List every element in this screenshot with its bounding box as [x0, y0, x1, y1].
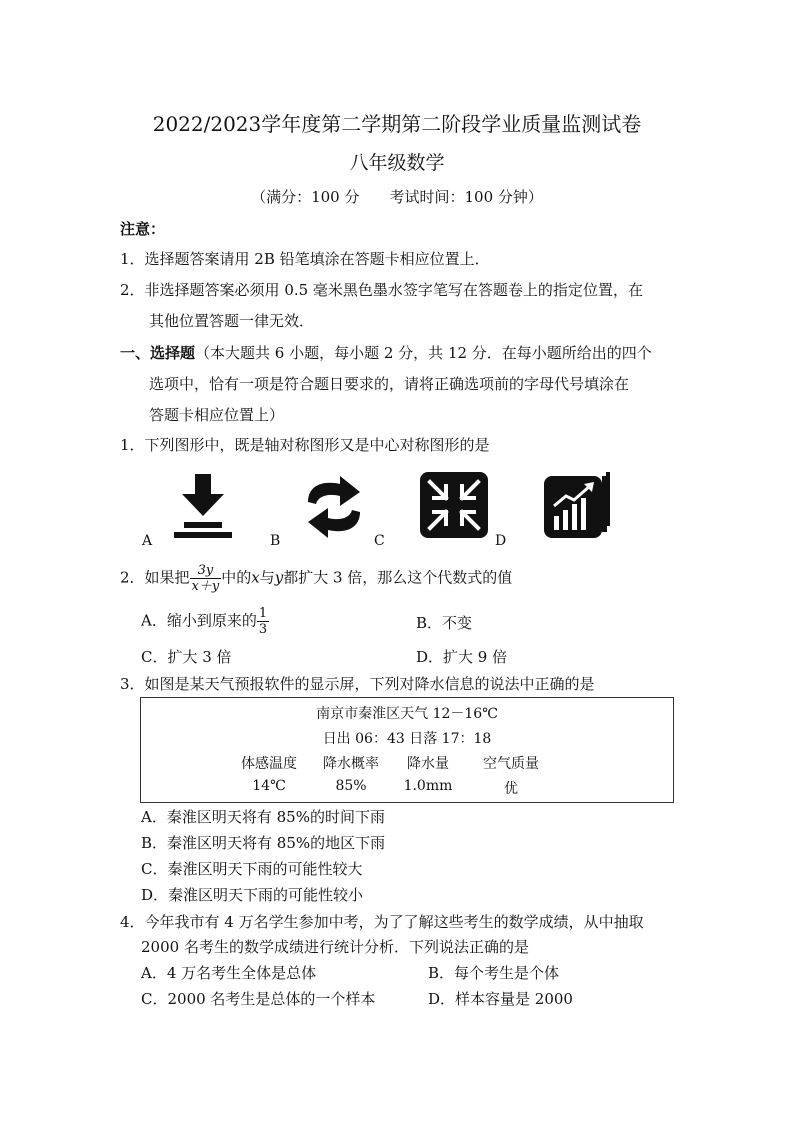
q2-option-d: D．扩大 9 倍: [416, 648, 508, 666]
weather-display: [140, 697, 674, 803]
q2-option-a: [141, 606, 269, 637]
q2-option-b: B．不变: [416, 614, 473, 632]
q2-prefix: 2．如果把: [120, 568, 190, 587]
weather-value-prob: 85%: [335, 778, 367, 794]
q4-stem-line-2: 2000 名考生的数学成绩进行统计分析．下列说法正确的是: [141, 938, 529, 956]
q4-option-a: A．4 万名考生全体是总体: [141, 964, 317, 982]
download-icon: [170, 472, 236, 538]
q1-label-d: D: [495, 533, 507, 549]
subject-title: 八年级数学: [349, 152, 445, 174]
section1-label: 一、选择题: [120, 344, 196, 362]
q2-option-a-text: A．缩小到原来的: [141, 611, 257, 630]
q3-option-b: B．秦淮区明天将有 85%的地区下雨: [141, 834, 386, 852]
q4-option-b: B．每个考生是个体: [428, 964, 560, 982]
notes-heading: 注意：: [120, 220, 166, 238]
q2-option-a-den: 3: [258, 622, 268, 637]
q2-frac-den: x＋y: [191, 579, 220, 594]
weather-value-air: 优: [504, 781, 518, 797]
section1-line-2: 选项中，恰有一项是符合题日要求的，请将正确选项前的字母代号填涂在: [149, 375, 630, 393]
compress-arrows-icon: [420, 472, 488, 538]
q3-option-c: C．秦淮区明天下雨的可能性较大: [141, 860, 363, 878]
weather-header-prob: 降水概率: [323, 756, 379, 772]
q2-var-y: y: [274, 568, 284, 587]
q2-option-c: C．扩大 3 倍: [141, 648, 232, 666]
q2-suffix-a: 中的: [221, 568, 252, 587]
exam-title: 2022/2023学年度第二学期第二阶段学业质量监测试卷: [152, 112, 642, 136]
q4-option-c: C．2000 名考生是总体的一个样本: [141, 990, 376, 1008]
q2-frac-num: 3y: [190, 563, 222, 579]
refresh-arrows-icon: [300, 474, 368, 540]
weather-value-amount: 1.0mm: [403, 778, 453, 794]
weather-sun-times: 日出 06：43 日落 17：18: [322, 731, 492, 747]
q2-fraction: [190, 563, 222, 594]
exam-info: （满分：100 分 考试时间：100 分钟）: [251, 188, 543, 206]
q2-stem: [120, 563, 512, 594]
q2-option-a-num: 1: [258, 606, 268, 621]
q1-stem: 1．下列图形中，既是轴对称图形又是中心对称图形的是: [120, 436, 490, 454]
weather-header-feel: 体感温度: [241, 756, 297, 772]
q4-option-d: D．样本容量是 2000: [428, 990, 573, 1008]
section1-desc-1: （本大题共 6 小题，每小题 2 分，共 12 分．在每小题所给出的四个: [195, 344, 652, 362]
q3-option-a: A．秦淮区明天将有 85%的时间下雨: [141, 808, 385, 826]
note-item-2-line-2: 其他位置答题一律无效．: [149, 312, 315, 330]
weather-header-amount: 降水量: [407, 756, 449, 772]
q3-stem: 3．如图是某天气预报软件的显示屏，下列对降水信息的说法中正确的是: [120, 675, 595, 693]
q1-label-c: C: [374, 533, 385, 549]
weather-city-temp: 南京市秦淮区天气 12－16℃: [316, 706, 498, 722]
section1-line-3: 答题卡相应位置上）: [149, 406, 285, 424]
note-item-2-line-1: 2．非选择题答案必须用 0.5 毫米黑色墨水签字笔写在答题卷上的指定位置，在: [120, 281, 643, 299]
q1-label-b: B: [270, 533, 281, 549]
weather-value-feel: 14℃: [252, 778, 286, 794]
q1-label-a: A: [142, 533, 153, 549]
section1-line-1: [120, 342, 652, 363]
q2-suffix-b: 与: [259, 568, 275, 587]
q2-suffix-c: 都扩大 3 倍，那么这个代数式的值: [283, 568, 513, 587]
q3-option-d: D．秦淮区明天下雨的可能性较小: [141, 886, 364, 904]
q2-option-a-fraction: [257, 606, 269, 637]
weather-header-air: 空气质量: [483, 756, 539, 772]
note-item-1: 1．选择题答案请用 2B 铅笔填涂在答题卡相应位置上．: [120, 250, 490, 268]
q4-stem-line-1: 4．今年我市有 4 万名学生参加中考，为了了解这些考生的数学成绩，从中抽取: [120, 913, 644, 931]
chart-growth-icon: [544, 472, 612, 538]
q2-var-x: x: [251, 568, 260, 587]
